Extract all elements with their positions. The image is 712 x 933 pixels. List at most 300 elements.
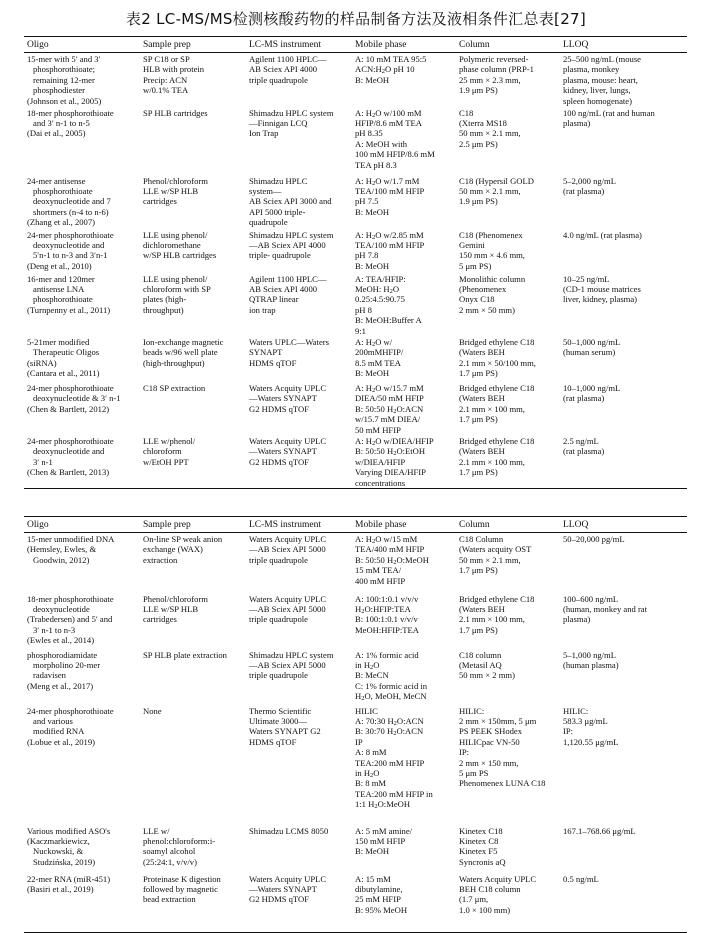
cell-line: HLB with protein xyxy=(143,64,205,75)
cell-column xyxy=(456,175,560,229)
cell-oligo xyxy=(24,175,140,229)
cell-mobile-phase xyxy=(352,382,456,435)
cell-lloq xyxy=(560,435,687,489)
cell-line: 2.1 mm × 100 mm, xyxy=(459,403,525,414)
cell-line: PS PEEK SHodex xyxy=(459,726,523,737)
cell-mobile-phase xyxy=(352,435,456,489)
cell-line: 2 mm × 150 mm, xyxy=(459,757,519,768)
cell-line: B: MeOH xyxy=(355,368,390,379)
cell-line: 1:1 $H_2O:MeOH$ xyxy=(355,799,411,811)
cell-line: remaining 12-mer xyxy=(33,74,95,85)
cell-line: API 5000 triple- xyxy=(249,206,306,217)
cell-line: Phenomenex LUNA C18 xyxy=(459,778,546,789)
cell-line: A: $H_2O$ w/15 mM xyxy=(355,534,418,545)
cell-line: B: 30:70 $H_2O:ACN$ xyxy=(355,726,424,738)
cell-line: Waters UPLC—Waters xyxy=(249,336,329,347)
table-row xyxy=(24,825,687,873)
cell-line: 100 ng/mL (rat and human xyxy=(563,107,655,118)
cell-line: Waters Acquity UPLC xyxy=(249,435,327,446)
cell-oligo xyxy=(24,593,140,649)
cell-line: Nuckowski, & xyxy=(33,846,84,857)
cell-line: pH 7.8 xyxy=(355,250,379,261)
cell-line: 25 mM HFIP xyxy=(355,894,401,905)
cell-line: A: TEA/HFIP: xyxy=(355,273,406,284)
cell-line: (Turnpenny et al., 2011) xyxy=(27,304,111,315)
cell-line: 5′n-1 to n-3 and 3′n-1 xyxy=(33,250,108,261)
cell-line: dichloromethane xyxy=(143,239,201,250)
cell-line: 0.25:4.5:90.75 xyxy=(355,294,405,305)
header-sample-prep: Sample prep xyxy=(140,37,246,53)
cell-line: HILIC: xyxy=(563,705,589,716)
cell-line: 167.1–768.66 μg/mL xyxy=(563,825,636,836)
cell-line: TEA/100 mM HFIP xyxy=(355,239,425,250)
cell-line: 1.0 × 100 mm) xyxy=(459,904,511,915)
cell-lcms-instrument xyxy=(246,229,352,273)
cell-lloq xyxy=(560,825,687,873)
cell-line: 3′ n-1 to n-3 xyxy=(33,624,76,635)
cell-line: (rat plasma) xyxy=(563,393,605,404)
cell-line: in $H_2O$ xyxy=(355,767,380,779)
cell-line: Waters Acquity UPLC xyxy=(249,873,327,884)
cell-line: w/DIEA/HFIP xyxy=(355,456,406,467)
cell-line: $H_2O:HFIP:TEA$ xyxy=(355,603,411,615)
cell-line: Proteinase K digestion xyxy=(143,873,221,884)
cell-line: A: 5 mM amine/ xyxy=(355,825,413,836)
cell-line: LLE w/SP HLB xyxy=(143,603,199,614)
cell-line: (Phenomenex xyxy=(459,283,507,294)
cell-oligo xyxy=(24,107,140,175)
cell-line: $ACN:H_2O$ pH 10 xyxy=(355,64,415,76)
cell-lloq xyxy=(560,705,687,825)
table-row xyxy=(24,649,687,705)
cell-line: plasma, monkey xyxy=(563,64,620,75)
header-column: Column xyxy=(456,517,560,533)
cell-lloq xyxy=(560,382,687,435)
cell-line: radavisen xyxy=(33,670,66,681)
cell-line: Precip: ACN xyxy=(143,74,188,85)
cell-line: cartridges xyxy=(143,614,177,625)
cell-line: A: 15 mM xyxy=(355,873,391,884)
cell-line: Kinetex C18 xyxy=(459,825,503,836)
cell-line: pH 7.5 xyxy=(355,196,379,207)
cell-line: Shimadzu HPLC system xyxy=(249,229,334,240)
cell-line: 24-mer phosphorothioate xyxy=(27,382,114,393)
cell-line: A: MeOH with xyxy=(355,138,408,149)
cell-line: Varying DIEA/HFIP xyxy=(355,467,426,478)
cell-line: concentrations xyxy=(355,477,406,488)
cell-sample-prep xyxy=(140,175,246,229)
header-oligo: Oligo xyxy=(24,37,140,53)
cell-line: TEA:200 mM HFIP in xyxy=(355,788,433,799)
cell-line: 400 mM HFIP xyxy=(355,575,406,586)
cell-line: HILIC xyxy=(355,705,378,716)
cell-line: IP: xyxy=(563,726,574,737)
cell-line: 4.0 ng/mL (rat plasma) xyxy=(563,229,642,240)
cell-line: Agilent 1100 HPLC— xyxy=(249,273,327,284)
cell-lloq xyxy=(560,53,687,107)
header-row xyxy=(24,37,687,53)
cell-sample-prep xyxy=(140,533,246,593)
cell-oligo xyxy=(24,382,140,435)
cell-line: plates (high- xyxy=(143,294,187,305)
cell-line: 22-mer RNA (miR-451) xyxy=(27,873,111,884)
cell-line: B: 50:50 $H_2O:ACN$ xyxy=(355,403,424,415)
cell-lcms-instrument xyxy=(246,273,352,336)
cell-mobile-phase xyxy=(352,107,456,175)
cell-line: 25–500 ng/mL (mouse xyxy=(563,54,641,64)
cell-line: 2 mm × 150mm, 5 μm xyxy=(459,715,537,726)
cell-line: 1.7 μm PS) xyxy=(459,565,498,576)
cell-line: Ultimate 3000— xyxy=(249,715,307,726)
table-row xyxy=(24,175,687,229)
cell-line: antisense LNA xyxy=(33,283,85,294)
cell-line: 15 mM TEA/ xyxy=(355,565,402,576)
cell-lloq xyxy=(560,229,687,273)
table-row xyxy=(24,107,687,175)
cell-line: throughput) xyxy=(143,304,184,315)
cell-line: (Deng et al., 2010) xyxy=(27,260,92,271)
cell-line: 25 mm × 2.3 mm, xyxy=(459,74,521,85)
cell-line: shortmers (n-4 to n-6) xyxy=(33,206,109,217)
cell-line: morpholino 20-mer xyxy=(33,659,101,670)
cell-mobile-phase xyxy=(352,593,456,649)
cell-line: (1.7 μm, xyxy=(459,894,489,905)
cell-line: 0.5 ng/mL xyxy=(563,873,599,884)
cell-lcms-instrument xyxy=(246,382,352,435)
cell-line: 1.7 μm PS) xyxy=(459,368,498,379)
cell-oligo xyxy=(24,435,140,489)
cell-line: G2 HDMS qTOF xyxy=(249,403,310,414)
cell-line: SP HLB cartridges xyxy=(143,107,208,118)
cell-line: (Hemsley, Ewles, & xyxy=(27,544,97,555)
cell-line: 50 mm × 2.1 mm, xyxy=(459,185,521,196)
cell-line: 100 mM HFIP/8.6 mM xyxy=(355,149,435,160)
cell-column xyxy=(456,53,560,107)
cell-line: B: MeOH xyxy=(355,206,390,217)
cell-oligo xyxy=(24,53,140,107)
cell-line: 24-mer phosphorothioate xyxy=(27,229,114,240)
header-lcms-instrument: LC-MS instrument xyxy=(246,37,352,53)
cell-line: exchange (WAX) xyxy=(143,544,203,555)
cell-line: Polymeric reversed- xyxy=(459,54,529,64)
cell-line: (Waters BEH xyxy=(459,603,505,614)
cell-line: IP xyxy=(355,736,363,747)
cell-line: C18 (Hypersil GOLD xyxy=(459,175,534,186)
cell-line: 2.5 ng/mL xyxy=(563,435,599,446)
cell-line: —Finnigan LCQ xyxy=(249,117,308,128)
cell-line: bead extraction xyxy=(143,894,196,905)
cell-line: 5–2,000 ng/mL xyxy=(563,175,616,186)
cell-line: and 3′ n-1 to n-5 xyxy=(33,117,90,128)
cell-lcms-instrument xyxy=(246,53,352,107)
cell-lcms-instrument xyxy=(246,825,352,873)
cell-line: w/SP HLB cartridges xyxy=(143,250,217,261)
cell-line: Ion-exchange magnetic xyxy=(143,336,224,347)
cell-line: phosphorothioate xyxy=(33,294,93,305)
cell-line: B: MeOH:Buffer A xyxy=(355,315,422,326)
table-block-2 xyxy=(24,516,687,933)
cell-line: Kinetex F5 xyxy=(459,846,498,857)
cell-sample-prep xyxy=(140,273,246,336)
cell-line: Waters Acquity UPLC xyxy=(249,534,327,544)
cell-line: QTRAP linear xyxy=(249,294,299,305)
cell-line: (rat plasma) xyxy=(563,185,605,196)
cell-line: LLE w/SP HLB xyxy=(143,185,199,196)
cell-line: C18 (Phenomenex xyxy=(459,229,523,240)
cell-line: extraction xyxy=(143,554,178,565)
cell-line: B: MeOH xyxy=(355,260,390,271)
header-mobile-phase: Mobile phase xyxy=(352,37,456,53)
cell-line: plasma) xyxy=(563,614,591,625)
cell-oligo xyxy=(24,229,140,273)
cell-line: B: 100:1:0.1 v/v/v xyxy=(355,614,418,625)
cell-line: —Waters SYNAPT xyxy=(249,446,317,457)
cell-line: A: $H_2O$ w/100 mM xyxy=(355,107,422,119)
cell-line: Bridged ethylene C18 xyxy=(459,593,535,604)
cell-lloq xyxy=(560,593,687,649)
cell-line: quadrupole xyxy=(249,217,288,228)
cell-line: (Lobue et al., 2019) xyxy=(27,736,96,747)
cell-line: (Chen & Bartlett, 2013) xyxy=(27,467,110,478)
cell-line: (Waters BEH xyxy=(459,393,505,404)
cell-sample-prep xyxy=(140,649,246,705)
cell-column xyxy=(456,435,560,489)
cell-sample-prep xyxy=(140,53,246,107)
cell-column xyxy=(456,533,560,593)
cell-line: w/0.1% TEA xyxy=(143,85,189,96)
cell-line: (Metasil AQ xyxy=(459,659,502,670)
cell-line: 50 mm × 2 mm) xyxy=(459,670,515,681)
cell-line: 24-mer phosphorothioate xyxy=(27,435,114,446)
cell-line: phosphorothioate xyxy=(33,185,93,196)
cell-line: —Waters SYNAPT xyxy=(249,883,317,894)
cell-line: followed by magnetic xyxy=(143,883,218,894)
cell-line: and various xyxy=(33,715,73,726)
cell-lloq xyxy=(560,533,687,593)
cell-line: 583.3 μg/mL xyxy=(563,715,608,726)
cell-line: deoxynucleotide xyxy=(33,603,90,614)
cell-line: (Trabedersen) and 5′ and xyxy=(27,614,113,625)
cell-column xyxy=(456,273,560,336)
cell-mobile-phase xyxy=(352,649,456,705)
cell-line: (human plasma) xyxy=(563,659,619,670)
cell-line: (Dai et al., 2005) xyxy=(27,128,86,139)
cell-oligo xyxy=(24,873,140,933)
cell-line: w/15.7 mM DIEA/ xyxy=(355,414,421,425)
cell-line: Kinetex C8 xyxy=(459,835,499,846)
cell-line: SYNAPT xyxy=(249,347,283,358)
cell-column xyxy=(456,229,560,273)
cell-line: Bridged ethylene C18 xyxy=(459,435,535,446)
cell-line: 15-mer with 5′ and 3′ xyxy=(27,54,101,64)
cell-line: C18 SP extraction xyxy=(143,382,206,393)
cell-oligo xyxy=(24,825,140,873)
cell-line: 2.1 mm × 100 mm, xyxy=(459,456,525,467)
cell-sample-prep xyxy=(140,593,246,649)
cell-line: phenol:chloroform:i- xyxy=(143,835,216,846)
cell-line: Thermo Scientific xyxy=(249,705,312,716)
cell-line: AB Sciex API 4000 xyxy=(249,283,318,294)
table-row xyxy=(24,53,687,107)
cell-line: triple quadrupole xyxy=(249,554,308,565)
cell-line: AB Sciex API 3000 and xyxy=(249,196,332,207)
cell-line: (Xterra MS18 xyxy=(459,117,507,128)
cell-line: 24-mer phosphorothioate xyxy=(27,705,114,716)
cell-line: 10–1,000 ng/mL xyxy=(563,382,621,393)
cell-sample-prep xyxy=(140,336,246,382)
cell-line: On-line SP weak anion xyxy=(143,534,223,544)
cell-line: chloroform with SP xyxy=(143,283,211,294)
cell-line: G2 HDMS qTOF xyxy=(249,456,310,467)
cell-line: phosphorodiamidate xyxy=(27,649,98,660)
cell-mobile-phase xyxy=(352,705,456,825)
cell-line: G2 HDMS qTOF xyxy=(249,894,310,905)
cell-line: 1.7 μm PS) xyxy=(459,414,498,425)
cell-line: HILICpac VN-50 xyxy=(459,736,520,747)
cell-line: MeOH: $H_2O$ xyxy=(355,283,400,295)
cell-line: HFIP/8.6 mM TEA xyxy=(355,117,422,128)
cell-line: triple- quadrupole xyxy=(249,250,311,261)
cell-mobile-phase xyxy=(352,175,456,229)
cell-line: triple quadrupole xyxy=(249,670,308,681)
header-column: Column xyxy=(456,37,560,53)
cell-line: B: 50:50 $H_2O:EtOH$ xyxy=(355,446,426,458)
cell-line: (Chen & Bartlett, 2012) xyxy=(27,403,110,414)
cell-line: spleen homogenate) xyxy=(563,95,632,106)
cell-line: 50 mm × 2.1 mm, xyxy=(459,128,521,139)
cell-line: TEA pH 8.3 xyxy=(355,159,397,170)
cell-line: phosphodiester xyxy=(33,85,86,96)
cell-line: phase column (PRP-1 xyxy=(459,64,534,75)
cell-line: 150 mm × 4.6 mm, xyxy=(459,250,525,261)
cell-line: C18 xyxy=(459,107,474,118)
cell-mobile-phase xyxy=(352,273,456,336)
cell-line: (Ewles et al., 2014) xyxy=(27,635,95,646)
cell-sample-prep xyxy=(140,382,246,435)
header-sample-prep: Sample prep xyxy=(140,517,246,533)
cell-line: Waters Acquity UPLC xyxy=(459,873,537,884)
cell-line: $H_2O$, MeOH, MeCN xyxy=(355,691,427,703)
cell-line: (Zhang et al., 2007) xyxy=(27,217,96,228)
cell-line: dibutylamine, xyxy=(355,883,403,894)
cell-line: modified RNA xyxy=(33,726,85,737)
cell-line: (Waters acquity OST xyxy=(459,544,532,555)
table-row xyxy=(24,705,687,825)
cell-line: LLE using phenol/ xyxy=(143,229,208,240)
cell-line: Shimadzu LCMS 8050 xyxy=(249,825,329,836)
cell-lloq xyxy=(560,273,687,336)
cell-line: A: $H_2O$ w/1.7 mM xyxy=(355,175,420,187)
cell-line: Shimadzu HPLC system xyxy=(249,107,334,118)
cell-line: (Basiri et al., 2019) xyxy=(27,883,94,894)
cell-line: B: MeOH xyxy=(355,74,390,85)
cell-line: Syncronis aQ xyxy=(459,856,506,867)
cell-mobile-phase xyxy=(352,229,456,273)
cell-line: phosphorothioate; xyxy=(33,64,96,75)
cell-line: SP C18 or SP xyxy=(143,54,190,64)
cell-mobile-phase xyxy=(352,873,456,933)
cell-line: A: 8 mM xyxy=(355,747,387,758)
cell-line: 150 mM HFIP xyxy=(355,835,406,846)
cell-line: deoxynucleotide and xyxy=(33,239,105,250)
cell-line: Monolithic column xyxy=(459,273,526,284)
cell-line: chloroform xyxy=(143,446,182,457)
cell-line: 2.1 mm × 50/100 mm, xyxy=(459,357,536,368)
cell-lcms-instrument xyxy=(246,649,352,705)
cell-line: ion trap xyxy=(249,304,276,315)
cell-lloq xyxy=(560,649,687,705)
cell-line: BEH C18 column xyxy=(459,883,521,894)
cell-column xyxy=(456,336,560,382)
table-row xyxy=(24,229,687,273)
cell-line: Bridged ethylene C18 xyxy=(459,382,535,393)
table-block-1 xyxy=(24,36,687,489)
cell-line: 2.1 mm × 100 mm, xyxy=(459,614,525,625)
cell-oligo xyxy=(24,649,140,705)
cell-lcms-instrument xyxy=(246,533,352,593)
cell-line: plasma) xyxy=(563,117,591,128)
cell-line: Studzińska, 2019) xyxy=(33,856,96,867)
cell-sample-prep xyxy=(140,229,246,273)
cell-line: A: $H_2O$ w/DIEA/HFIP xyxy=(355,435,434,447)
cell-line: (human serum) xyxy=(563,347,616,358)
cell-line: deoxynucleotide and 7 xyxy=(33,196,111,207)
cell-line: 50 mM HFIP xyxy=(355,424,401,435)
cell-line: AB Sciex API 4000 xyxy=(249,64,318,75)
cell-line: —Waters SYNAPT xyxy=(249,393,317,404)
cell-line: Shimadzu HPLC xyxy=(249,175,308,186)
cell-line: B: MeCN xyxy=(355,670,389,681)
cell-line: A: 10 mM TEA 95:5 xyxy=(355,54,427,64)
cell-line: A: 1% formic acid xyxy=(355,649,419,660)
cell-line: A: $H_2O$ w/2.85 mM xyxy=(355,229,424,241)
cell-line: 16-mer and 120mer xyxy=(27,273,95,284)
cell-line: —AB Sciex API 5000 xyxy=(249,544,326,555)
cell-line: 18-mer phosphorothioate xyxy=(27,593,114,604)
cell-line: 9:1 xyxy=(355,325,366,336)
cell-line: LLE w/ xyxy=(143,825,170,836)
cell-line: in $H_2O$ xyxy=(355,659,380,671)
header-lcms-instrument: LC-MS instrument xyxy=(246,517,352,533)
cell-line: IP: xyxy=(459,747,470,758)
cell-line: TEA:200 mM HFIP xyxy=(355,757,425,768)
cell-line: (CD-1 mouse matrices xyxy=(563,283,641,294)
cell-line: (25:24:1, v/v/v) xyxy=(143,856,197,867)
cell-line: (Johnson et al., 2005) xyxy=(27,95,102,106)
cell-line: 1.9 μm PS) xyxy=(459,196,498,207)
cell-oligo xyxy=(24,336,140,382)
cell-line: cartridges xyxy=(143,196,177,207)
cell-oligo xyxy=(24,533,140,593)
table-row xyxy=(24,382,687,435)
cell-line: 50–20,000 pg/mL xyxy=(563,534,625,544)
cell-line: TEA/400 mM HFIP xyxy=(355,544,425,555)
cell-line: HILIC: xyxy=(459,705,485,716)
table-row xyxy=(24,593,687,649)
cell-line: 100–600 ng/mL xyxy=(563,593,619,604)
cell-line: 50 mm × 2.1 mm, xyxy=(459,554,521,565)
cell-lcms-instrument xyxy=(246,175,352,229)
cell-lloq xyxy=(560,107,687,175)
cell-column xyxy=(456,705,560,825)
cell-sample-prep xyxy=(140,873,246,933)
cell-line: B: 95% MeOH xyxy=(355,904,408,915)
cell-line: SP HLB plate extraction xyxy=(143,649,227,660)
cell-line: (siRNA) xyxy=(27,357,57,368)
table-row xyxy=(24,336,687,382)
table-row xyxy=(24,435,687,489)
table-row xyxy=(24,873,687,933)
